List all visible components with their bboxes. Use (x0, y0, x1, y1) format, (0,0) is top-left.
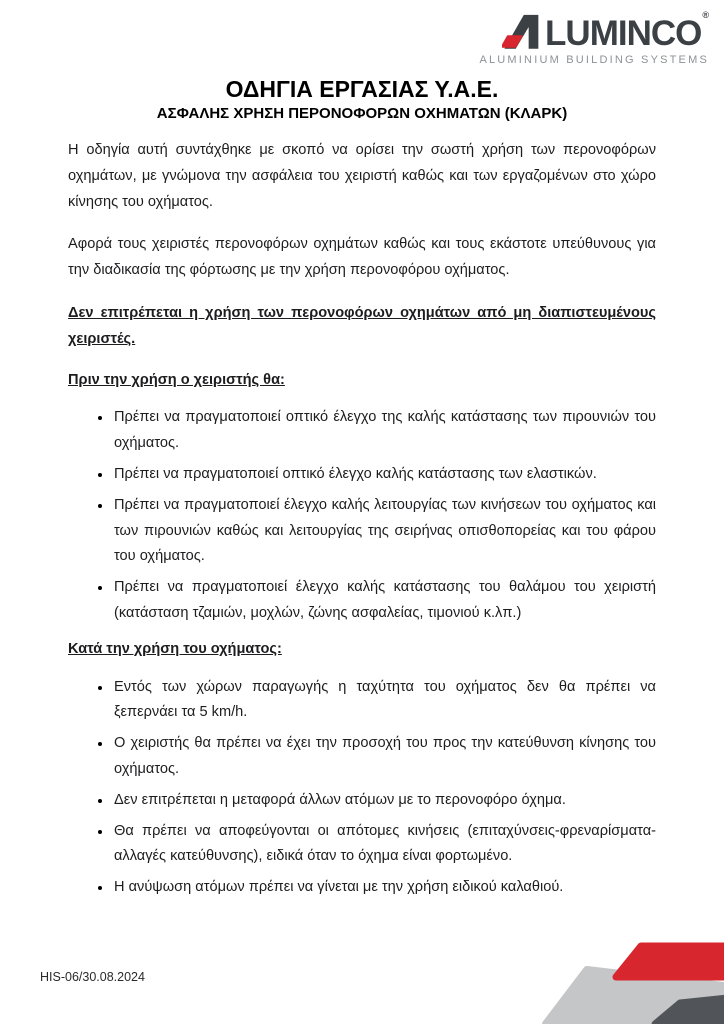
document-code: HIS-06/30.08.2024 (40, 970, 145, 984)
header (0, 0, 724, 72)
list-item: • Εντός των χώρων παραγωγής η ταχύτητα του οχήματος δεν θα πρέπει να ξεπερνάει τα 5 km/h. (112, 675, 656, 727)
logo-wordmark (479, 10, 709, 53)
list-item: • Πρέπει να πραγματοποιεί οπτικό έλεγχο της καλής κατάστασης των πιρουνιών του οχήματος. (112, 405, 656, 457)
list-item: • Δεν επιτρέπεται η μεταφορά άλλων ατόμων με το περονοφόρο όχημα. (112, 788, 656, 814)
list-item: • Η ανύψωση ατόμων πρέπει να γίνεται με την χρήση ειδικού καλαθιού. (112, 875, 656, 901)
list-item: • Πρέπει να πραγματοποιεί έλεγχο καλής λειτουργίας των κινήσεων του οχήματος και των πιρουνιών καθώς και λειτουργίας της σειρήνας οπισθοπορείας και του φάρου του οχήματος. (112, 493, 656, 570)
list-item: • Ο χειριστής θα πρέπει να έχει την προσοχή του προς την κατεύθυνση κίνησης του οχήματος. (112, 731, 656, 783)
intro-paragraph-1: Η οδηγία αυτή συντάχθηκε με σκοπό να ορίσει την σωστή χρήση των περονοφόρων οχημάτων, με γνώμονα την ασφάλεια του χειριστή καθώς και των εργαζομένων στο χώρο κίνησης του οχήματος. (68, 142, 656, 210)
list-item: • Θα πρέπει να αποφεύγονται οι απότομες κινήσεις (επιταχύνσεις-φρεναρίσματα-αλλαγές κατεύθυνσης), ειδικά όταν το όχημα είναι φορτωμένο. (112, 819, 656, 871)
page-subtitle: ΑΣΦΑΛΗΣ ΧΡΗΣΗ ΠΕΡΟΝΟΦΟΡΩΝ ΟΧΗΜΑΤΩΝ (ΚΛΑΡΚ) (156, 105, 568, 122)
list-item: • Πρέπει να πραγματοποιεί έλεγχο καλής κατάστασης του θαλάμου του χειριστή (κατάσταση τζαμιών, μοχλών, ζώνης ασφαλείας, τιμονιού κ.λπ.) (112, 575, 656, 627)
section-heading-during-use: Κατά την χρήση του οχήματος: (68, 640, 282, 657)
before-use-bullet-list (68, 405, 656, 626)
list-item: • Πρέπει να πραγματοποιεί οπτικό έλεγχο καλής κατάστασης των ελαστικών. (112, 462, 656, 488)
aluminco-logo (479, 10, 709, 66)
logo-wordmark-text: LUMINCO (545, 13, 702, 53)
registered-trademark-symbol: ® (702, 10, 709, 20)
restriction-notice: Δεν επιτρέπεται η χρήση των περονοφόρων οχημάτων από μη διαπιστευμένους χειριστές. (68, 304, 656, 347)
corner-shape-red (616, 946, 724, 977)
during-use-bullet-list (68, 675, 656, 901)
logo-tagline: ALUMINIUM BUILDING SYSTEMS (479, 54, 709, 66)
intro-paragraph-2: Αφορά τους χειριστές περονοφόρων οχημάτων καθώς και τους εκάστοτε υπεύθυνους για την διαδικασία της φόρτωσης με την χρήση περονοφόρου οχήματος. (68, 236, 656, 279)
corner-decoration (500, 900, 724, 1024)
logo-a-icon (502, 13, 544, 49)
page-title: ΟΔΗΓΙΑ ΕΡΓΑΣΙΑΣ Υ.Α.Ε. (225, 76, 499, 102)
section-heading-before-use: Πριν την χρήση ο χειριστής θα: (68, 371, 285, 388)
document-body (68, 138, 656, 901)
